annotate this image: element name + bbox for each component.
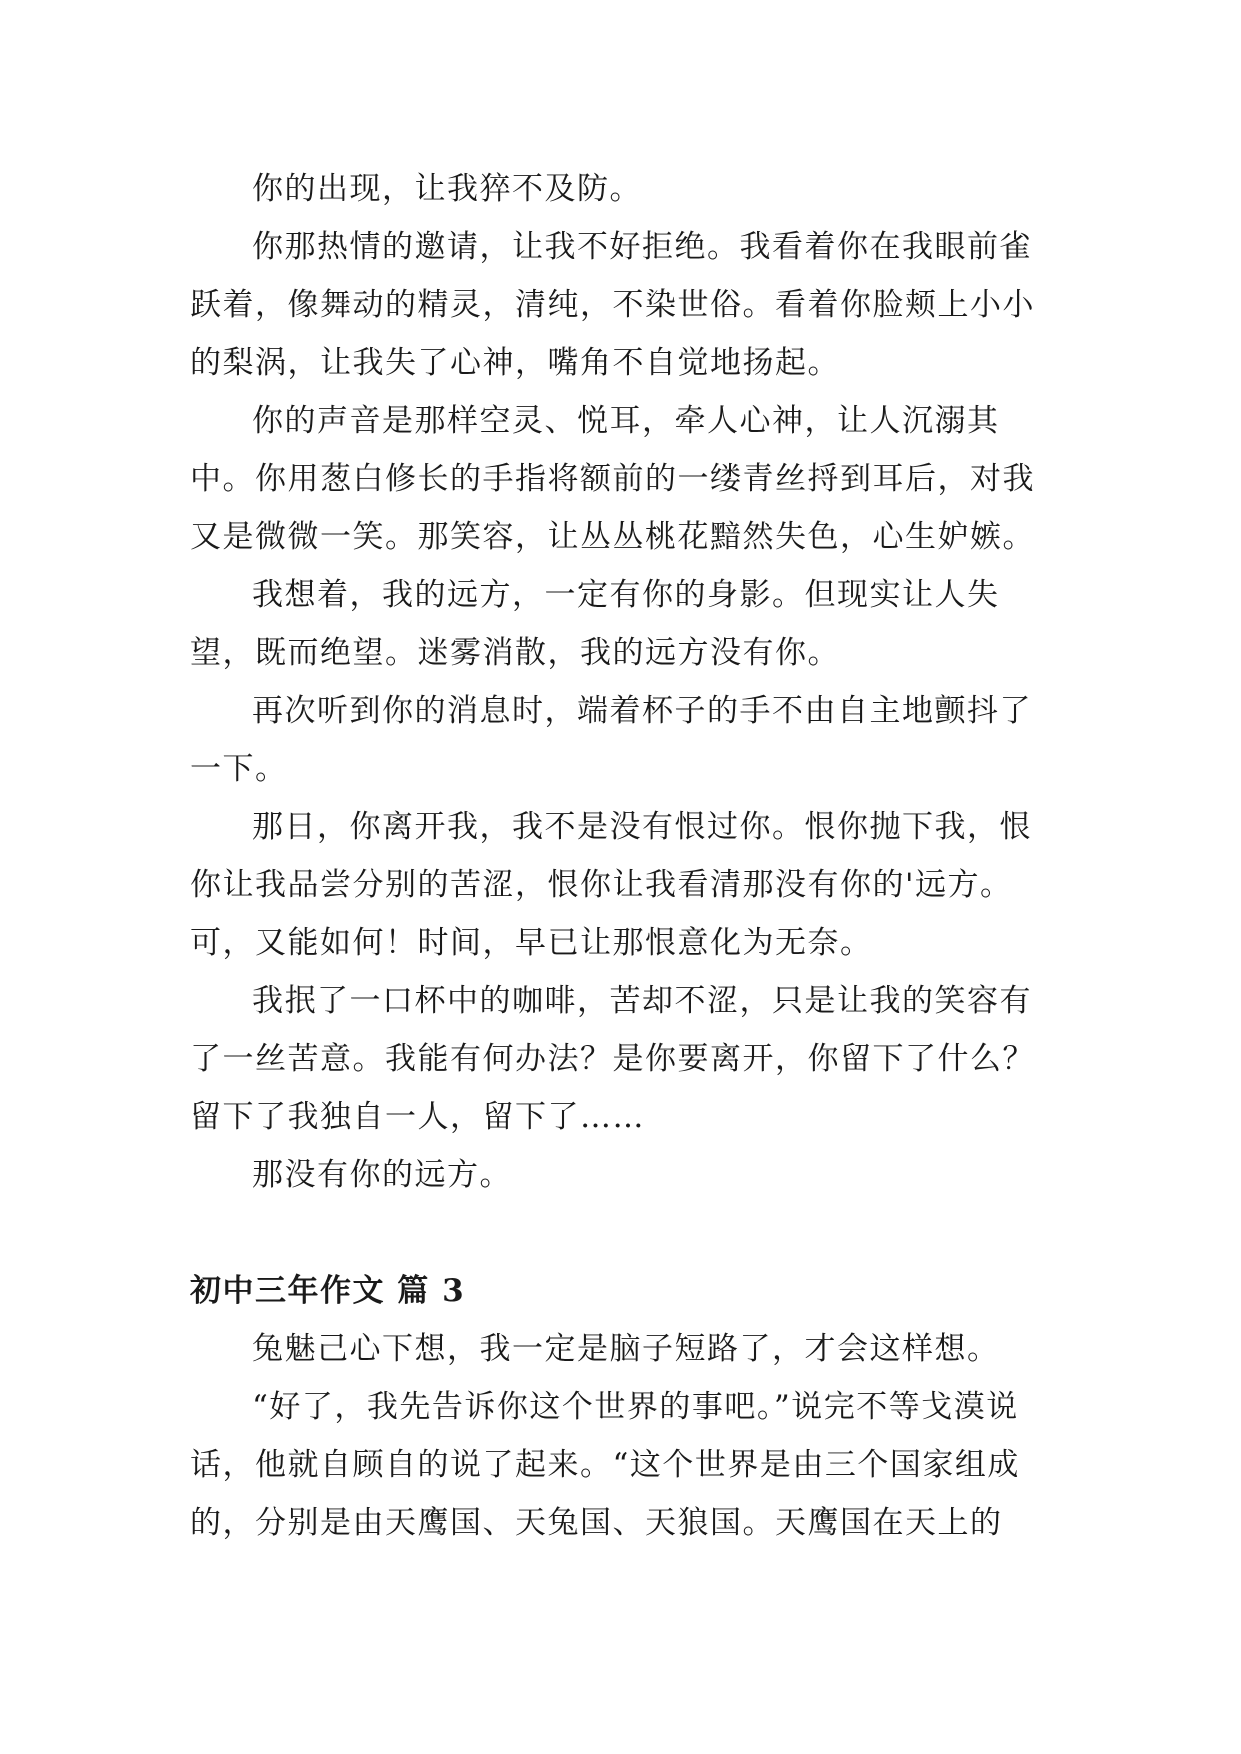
section-heading: 初中三年作文 篇 3	[190, 1273, 466, 1309]
paragraph: 那没有你的远方。	[252, 1157, 512, 1193]
paragraph: 兔魅己心下想，我一定是脑子短路了，才会这样想。	[252, 1331, 1000, 1367]
paragraph: 我抿了一口杯中的咖啡，苦却不涩，只是让我的笑容有了一丝苦意。我能有何办法？是你要离开，你留下了什么？留下了我独自一人，留下了……	[190, 983, 1035, 1135]
paragraph: 你的声音是那样空灵、悦耳，牵人心神，让人沉溺其中。你用葱白修长的手指将额前的一缕青丝捋到耳后，对我又是微微一笑。那笑容，让丛丛桃花黯然失色，心生妒嫉。	[190, 403, 1035, 555]
paragraph: 你那热情的邀请，让我不好拒绝。我看着你在我眼前雀跃着，像舞动的精灵，清纯，不染世俗。看着你脸颊上小小的梨涡，让我失了心神，嘴角不自觉地扬起。	[190, 229, 1035, 381]
paragraph: 那日，你离开我，我不是没有恨过你。恨你抛下我，恨你让我品尝分别的苦涩，恨你让我看清那没有你的'远方。可，又能如何！时间，早已让那恨意化为无奈。	[190, 809, 1032, 961]
paragraph: 我想着，我的远方，一定有你的身影。但现实让人失望，既而绝望。迷雾消散，我的远方没有你。	[190, 577, 1000, 671]
paragraph: 再次听到你的消息时，端着杯子的手不由自主地颤抖了一下。	[190, 693, 1032, 787]
paragraph: 你的出现，让我猝不及防。	[252, 171, 642, 207]
paragraph: “好了，我先告诉你这个世界的事吧。”说完不等戈漠说话，他就自顾自的说了起来。“这个世界是由三个国家组成的，分别是由天鹰国、天兔国、天狼国。天鹰国在天上的	[190, 1389, 1020, 1541]
document-body	[190, 160, 1050, 1552]
